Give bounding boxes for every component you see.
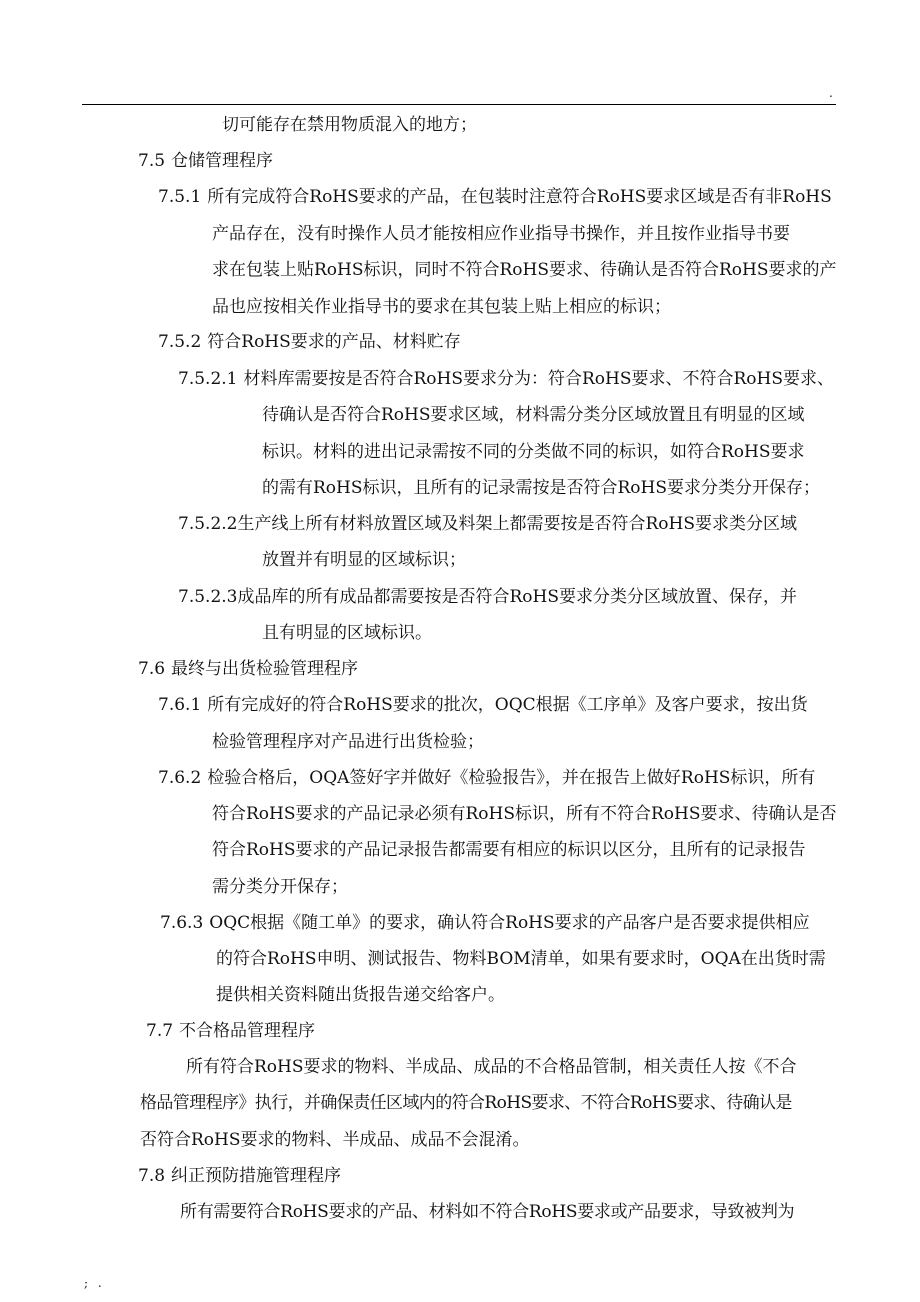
section-heading-7-8 bbox=[138, 1165, 341, 1187]
section-title: 最终与出货检验管理程序 bbox=[171, 659, 359, 679]
paragraph-line: 所有完成好的符合RoHS要求的批次，OQC根据《工序单》及客户要求，按出货 bbox=[207, 695, 808, 715]
paragraph-line: 的符合RoHS申明、测试报告、物料BOM清单，如果有要求时，OQA在出货时需 bbox=[216, 949, 826, 969]
paragraph-line: 且有明显的区域标识。 bbox=[262, 623, 432, 643]
footer-mark: ; . bbox=[84, 1276, 105, 1290]
paragraph-line: 待确认是否符合RoHS要求区域，材料需分类分区域放置且有明显的区域 bbox=[262, 405, 805, 425]
clause-number: 7.5.1 bbox=[158, 187, 202, 207]
paragraph-line: 求在包装上贴RoHS标识，同时不符合RoHS要求、待确认是否符合RoHS要求的产 bbox=[212, 260, 837, 280]
clause-7-6-3 bbox=[160, 912, 810, 934]
paragraph-line: 产品存在，没有时操作人员才能按相应作业指导书操作，并且按作业指导书要 bbox=[212, 224, 790, 244]
clause-7-5-1 bbox=[158, 186, 832, 208]
paragraph-line: 切可能存在禁用物质混入的地方； bbox=[222, 115, 477, 135]
paragraph-line: 检验管理程序对产品进行出货检验； bbox=[212, 732, 484, 752]
header-mark: . bbox=[829, 86, 833, 100]
paragraph-line: 格品管理程序》执行，并确保责任区域内的符合RoHS要求、不符合RoHS要求、待确认是 bbox=[140, 1093, 792, 1113]
paragraph-line: 需分类分开保存； bbox=[212, 877, 348, 897]
paragraph-line: 符合RoHS要求的产品记录报告都需要有相应的标识以区分，且所有的记录报告 bbox=[212, 840, 806, 860]
clause-7-5-2 bbox=[158, 331, 461, 353]
section-heading-7-7 bbox=[146, 1020, 315, 1042]
clause-7-5-2-1 bbox=[178, 368, 834, 390]
paragraph-line: OQC根据《随工单》的要求，确认符合RoHS要求的产品客户是否要求提供相应 bbox=[209, 913, 810, 933]
section-title: 仓储管理程序 bbox=[171, 151, 274, 171]
paragraph-line: 所有需要符合RoHS要求的产品、材料如不符合RoHS要求或产品要求，导致被判为 bbox=[180, 1202, 795, 1222]
clause-7-6-2 bbox=[158, 767, 815, 789]
clause-number: 7.6.2 bbox=[158, 768, 202, 788]
clause-number: 7.6.1 bbox=[158, 695, 202, 715]
clause-7-5-2-3: 7.5.2.3成品库的所有成品都需要按是否符合RoHS要求分类分区域放置、保存，并 bbox=[178, 587, 797, 607]
clause-number: 7.5.2 bbox=[158, 332, 202, 352]
header-rule bbox=[82, 104, 836, 105]
paragraph-line: 否符合RoHS要求的物料、半成品、成品不会混淆。 bbox=[140, 1130, 530, 1150]
paragraph-line: 品也应按相关作业指导书的要求在其包装上贴上相应的标识； bbox=[212, 297, 671, 317]
section-number: 7.7 bbox=[146, 1021, 174, 1041]
paragraph-line: 提供相关资料随出货报告递交给客户。 bbox=[216, 985, 505, 1005]
paragraph-line: 放置并有明显的区域标识； bbox=[262, 550, 466, 570]
clause-7-5-2-2: 7.5.2.2生产线上所有材料放置区域及料架上都需要按是否符合RoHS要求类分区域 bbox=[178, 514, 797, 534]
section-title: 纠正预防措施管理程序 bbox=[171, 1166, 342, 1186]
paragraph-line: 标识。材料的进出记录需按不同的分类做不同的标识，如符合RoHS要求 bbox=[262, 442, 805, 462]
clause-title: 符合RoHS要求的产品、材料贮存 bbox=[207, 332, 461, 352]
section-number: 7.6 bbox=[138, 659, 166, 679]
section-heading-7-6 bbox=[138, 658, 358, 680]
paragraph-line: 所有符合RoHS要求的物料、半成品、成品的不合格品管制，相关责任人按《不合 bbox=[186, 1057, 797, 1077]
paragraph-line: 检验合格后，OQA签好字并做好《检验报告》，并在报告上做好RoHS标识，所有 bbox=[207, 768, 816, 788]
paragraph-line: 的需有RoHS标识，且所有的记录需按是否符合RoHS要求分类分开保存； bbox=[262, 478, 821, 498]
clause-7-6-1 bbox=[158, 694, 808, 716]
clause-number: 7.6.3 bbox=[160, 913, 204, 933]
section-number: 7.8 bbox=[138, 1166, 166, 1186]
section-number: 7.5 bbox=[138, 151, 166, 171]
clause-number: 7.5.2.1 bbox=[178, 369, 238, 389]
paragraph-line: 所有完成符合RoHS要求的产品，在包装时注意符合RoHS要求区域是否有非RoHS bbox=[207, 187, 832, 207]
paragraph-line: 符合RoHS要求的产品记录必须有RoHS标识，所有不符合RoHS要求、待确认是否 bbox=[212, 804, 837, 824]
section-heading-7-5 bbox=[138, 150, 273, 172]
paragraph-line: 材料库需要按是否符合RoHS要求分为：符合RoHS要求、不符合RoHS要求、 bbox=[243, 369, 835, 389]
section-title: 不合格品管理程序 bbox=[179, 1021, 316, 1041]
